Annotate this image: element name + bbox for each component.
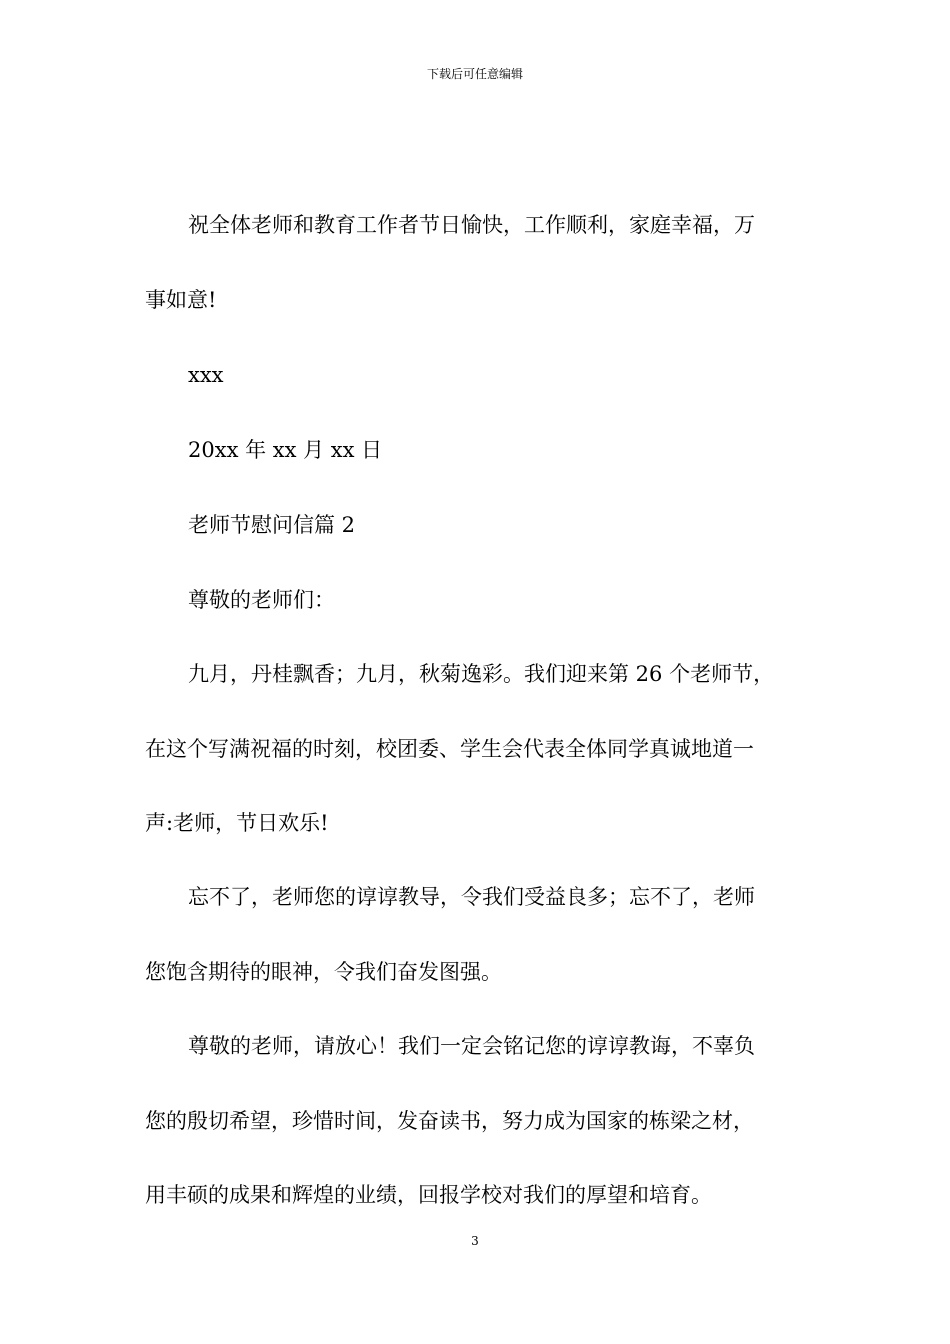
- signature-line: xxx: [188, 363, 224, 387]
- section-title: 老师节慰问信篇 2: [188, 513, 356, 537]
- page-number: 3: [471, 1234, 479, 1248]
- paragraph-line: 在这个写满祝福的时刻，校团委、学生会代表全体同学真诚地道一: [145, 737, 754, 761]
- paragraph-line: 声:老师，节日欢乐!: [145, 811, 329, 835]
- paragraph-line: 您的殷切希望，珍惜时间，发奋读书，努力成为国家的栋梁之材，: [145, 1109, 754, 1133]
- paragraph-line: 忘不了，老师您的谆谆教导，令我们受益良多；忘不了，老师: [188, 885, 755, 909]
- paragraph-line: 您饱含期待的眼神，令我们奋发图强。: [145, 960, 502, 984]
- paragraph-line: 祝全体老师和教育工作者节日愉快，工作顺利，家庭幸福，万: [188, 213, 755, 237]
- paragraph-line: 用丰硕的成果和辉煌的业绩，回报学校对我们的厚望和培育。: [145, 1183, 712, 1207]
- paragraph-line: 尊敬的老师，请放心！我们一定会铭记您的谆谆教诲，不辜负: [188, 1034, 755, 1058]
- date-line: 20xx 年 xx 月 xx 日: [188, 438, 383, 462]
- page-header: 下载后可任意编辑: [426, 67, 523, 81]
- paragraph-line: 九月，丹桂飘香；九月，秋菊逸彩。我们迎来第 26 个老师节，: [188, 662, 775, 686]
- paragraph-line: 事如意!: [145, 288, 217, 312]
- salutation: 尊敬的老师们：: [188, 588, 335, 612]
